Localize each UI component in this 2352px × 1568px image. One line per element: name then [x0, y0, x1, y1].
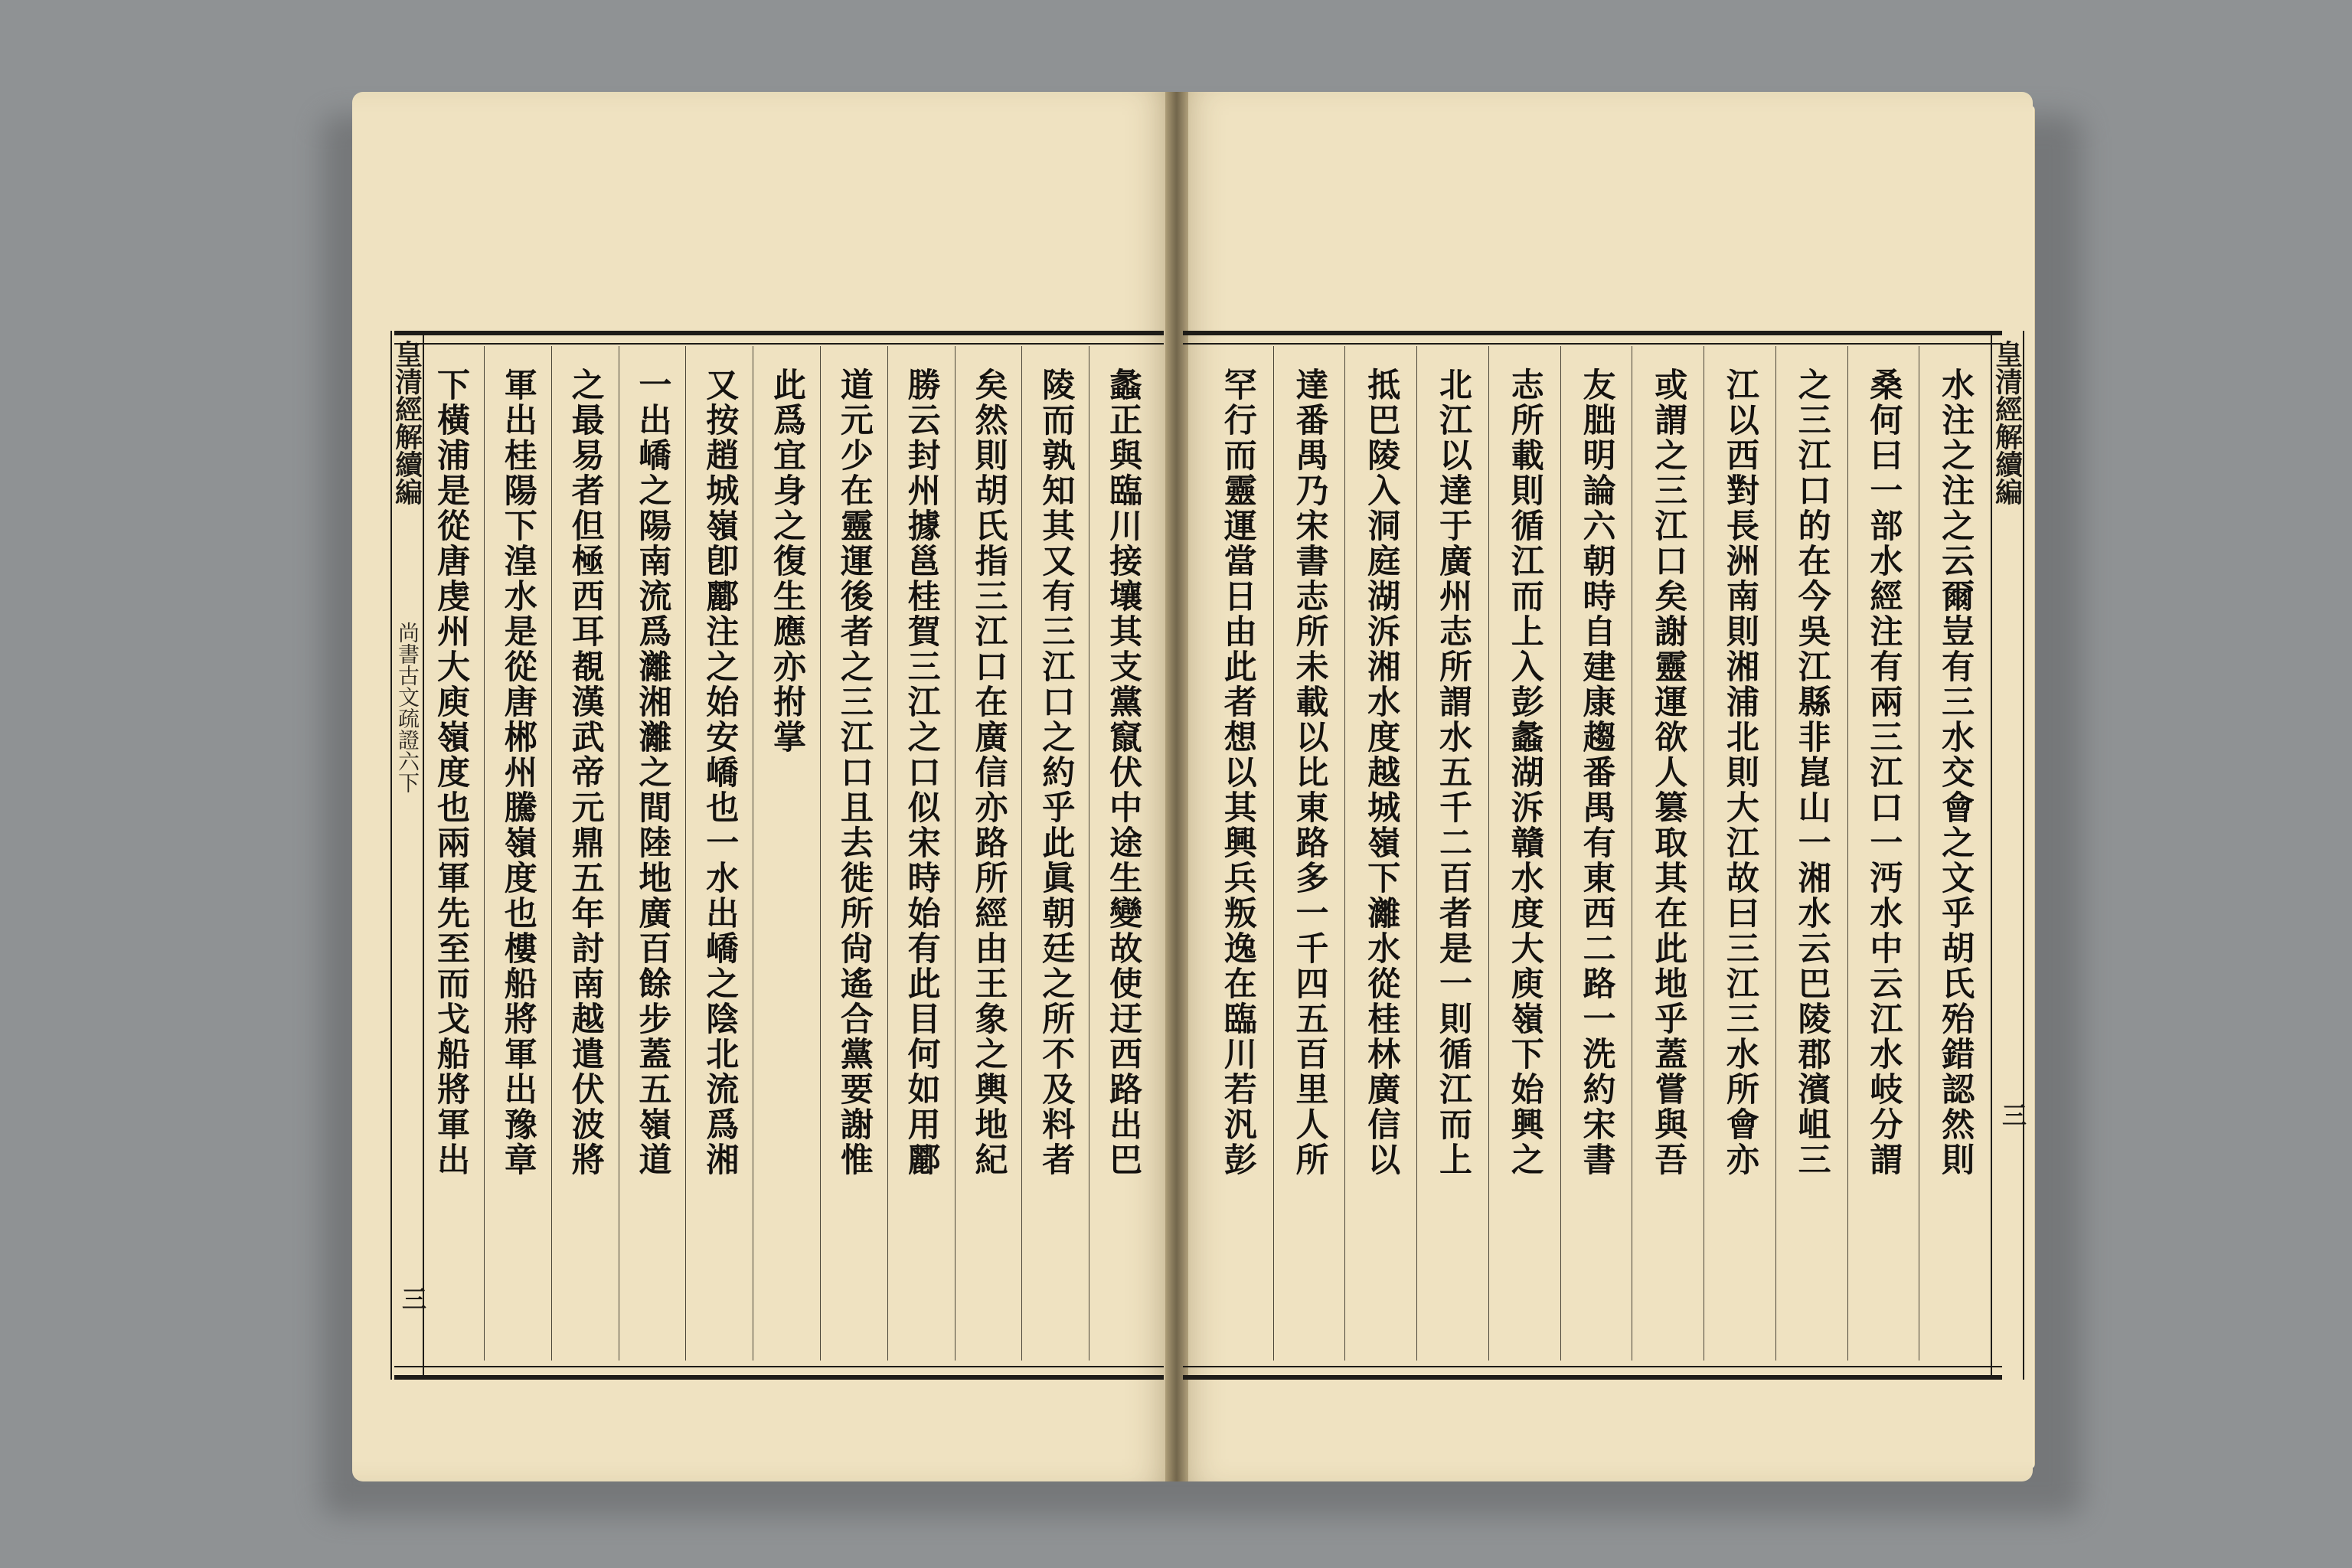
right-spine-title: 皇清經解續編	[1991, 340, 2024, 505]
text-column: 蠡正與臨川接壤其支黨竄伏中途生變故使迂西路出巴	[1089, 346, 1156, 1361]
text-column: 桑何曰一部水經注有兩三江口一沔水中云江水岐分謂	[1847, 346, 1919, 1361]
text-column: 江以西對長洲南則湘浦北則大江故曰三江三水所會亦	[1704, 346, 1775, 1361]
text-column: 陵而孰知其又有三江口之約乎此眞朝廷之所不及料者	[1021, 346, 1089, 1361]
text-column: 又按趙城嶺卽酈注之始安嶠也一水出嶠之陰北流爲湘	[685, 346, 753, 1361]
text-column: 之最易者但極西耳覩漢武帝元鼎五年討南越遣伏波將	[551, 346, 619, 1361]
left-page-text	[417, 346, 1156, 1361]
text-column: 矣然則胡氏指三江口在廣信亦路所經由王象之輿地紀	[955, 346, 1022, 1361]
right-spine-strip	[1991, 331, 2024, 1380]
text-column: 達番禺乃宋書志所未載以比東路多一千四五百里人所	[1273, 346, 1345, 1361]
left-spine-subtitle: 尚書古文疏證六下	[395, 622, 420, 793]
text-column: 北江以達于廣州志所謂水五千二百者是一則循江而上	[1416, 346, 1488, 1361]
right-page-text	[1202, 346, 1991, 1361]
text-column: 下橫浦是從唐虔州大庾嶺度也兩軍先至而戈船將軍出	[431, 368, 470, 1178]
text-column: 之三江口的在今吳江縣非崑山一湘水云巴陵郡濱岨三	[1775, 346, 1847, 1361]
text-column: 友朏明論六朝時自建康趨番禺有東西二路一洗約宋書	[1560, 346, 1632, 1361]
text-column: 此爲宜身之復生應亦拊掌	[753, 346, 820, 1361]
left-spine-title: 皇清經解續編	[390, 340, 423, 505]
text-column: 勝云封州據邕桂賀三江之口似宋時始有此目何如用酈	[887, 346, 955, 1361]
text-column: 罕行而靈運當日由此者想以其興兵叛逸在臨川若汎彭	[1218, 368, 1257, 1178]
text-column: 道元少在靈運後者之三江口且去徙所尙遙合黨要謝惟	[820, 346, 887, 1361]
text-column: 軍出桂陽下湟水是從唐郴州騰嶺度也樓船將軍出豫章	[484, 346, 551, 1361]
text-column: 志所載則循江而上入彭蠡湖泝贛水度大庾嶺下始興之	[1488, 346, 1560, 1361]
text-column: 水注之注之云爾豈有三水交會之文乎胡氏殆錯認然則	[1919, 346, 1991, 1361]
text-column: 或謂之三江口矣謝靈運欲人篡取其在此地乎蓋嘗與吾	[1632, 346, 1704, 1361]
right-page-number: 三	[1998, 1102, 2027, 1127]
left-page-number: 三	[398, 1286, 427, 1311]
text-column: 抵巴陵入洞庭湖泝湘水度越城嶺下灕水從桂林廣信以	[1344, 346, 1416, 1361]
text-column: 一出嶠之陽南流爲灕湘灕之間陸地廣百餘步蓋五嶺道	[619, 346, 686, 1361]
